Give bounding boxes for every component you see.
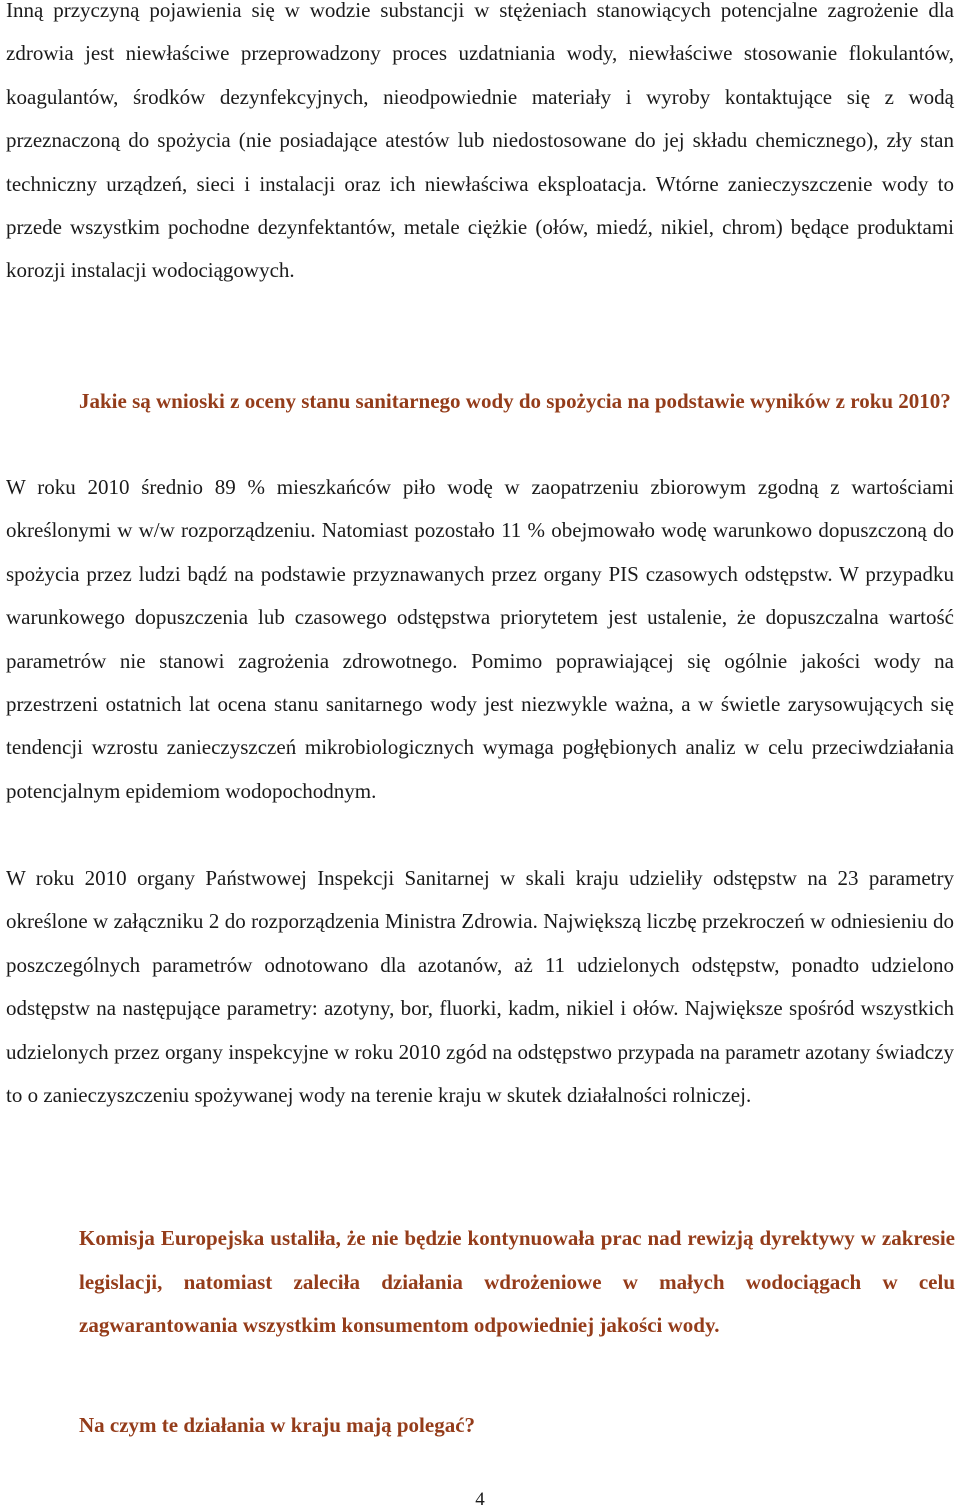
page-number: 4 [475, 1489, 485, 1510]
european-commission-note: Komisja Europejska ustaliła, że nie będzie kontynuowała prac nad rewizją dyrektywy w zakresie legislacji, natomiast zaleciła działania wdrożeniowe w małych wodociągach w celu zagwarantowania wszystkim konsumentom odpowiedniej jakości wody. [79, 1226, 955, 1338]
question-heading-actions: Na czym te działania w kraju mają polegać? [79, 1413, 476, 1437]
paragraph-2010-water-quality: W roku 2010 średnio 89 % mieszkańców piło wodę w zaopatrzeniu zbiorowym zgodną z wartościami określonymi w w/w rozporządzeniu. Natomiast pozostało 11 % obejmowało wodę warunkowo dopuszczoną do spożycia przez ludzi bądź na podstawie przyznawanych przez organy PIS czasowych odstępstw. W przypadku warunkowego dopuszczenia lub czasowego odstępstwa priorytetem jest ustalenie, że dopuszczalna wartość parametrów nie stanowi zagrożenia zdrowotnego. Pomimo poprawiającej się ogólnie jakości wody na przestrzeni ostatnich lat ocena stanu sanitarnego wody jest niezwykle ważna, a w świetle zarysowujących się tendencji wzrostu zanieczyszczeń mikrobiologicznych wymaga pogłębionych analiz w celu przeciwdziałania potencjalnym epidemiom wodopochodnym. [6, 475, 954, 803]
question-heading-2010-conclusions: Jakie są wnioski z oceny stanu sanitarnego wody do spożycia na podstawie wyników z roku 2010? [79, 389, 951, 413]
paragraph-contamination-causes: Inną przyczyną pojawienia się w wodzie substancji w stężeniach stanowiących potencjalne zagrożenie dla zdrowia jest niewłaściwe przeprowadzony proces uzdatniania wody, niewłaściwe stosowanie flokulantów, koagulantów, środków dezynfekcyjnych, nieodpowiednie materiały i wyroby kontaktujące się z wodą przeznaczoną do spożycia (nie posiadające atestów lub niedostosowane do jej składu chemicznego), zły stan techniczny urządzeń, sieci i instalacji oraz ich niewłaściwa eksploatacja. Wtórne zanieczyszczenie wody to przede wszystkim pochodne dezynfektantów, metale ciężkie (ołów, miedź, nikiel, chrom) będące produktami korozji instalacji wodociągowych. [6, 0, 954, 283]
paragraph-derogations: W roku 2010 organy Państwowej Inspekcji Sanitarnej w skali kraju udzieliły odstępstw na 23 parametry określone w załączniku 2 do rozporządzenia Ministra Zdrowia. Największą liczbę przekroczeń w odniesieniu do poszczególnych parametrów odnotowano dla azotanów, aż 11 udzielonych odstępstw, ponadto udzielono odstępstw na następujące parametry: azotyny, bor, fluorki, kadm, nikiel i ołów. Największe spośród wszystkich udzielonych przez organy inspekcyjne w roku 2010 zgód na odstępstwo przypada na parametr azotany świadczy to o zanieczyszczeniu spożywanej wody na terenie kraju w skutek działalności rolniczej. [6, 866, 954, 1108]
